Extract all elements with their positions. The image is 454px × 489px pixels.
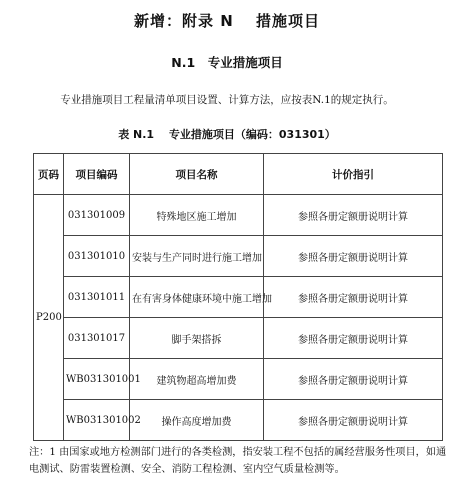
guide-cell: 参照各册定额册说明计算 [264,400,443,441]
header-page: 页码 [34,154,64,195]
header-code: 项目编码 [64,154,130,195]
code-cell: 031301010 [64,236,130,277]
header-name: 项目名称 [130,154,264,195]
code-cell: WB031301002 [64,400,130,441]
guide-cell: 参照各册定额册说明计算 [264,236,443,277]
name-cell: 在有害身体健康环境中施工增加 [130,277,264,318]
page-cell: P200 [34,195,64,441]
name-cell: 建筑物超高增加费 [130,359,264,400]
section-title: N.1 专业措施项目 [171,55,283,70]
guide-cell: 参照各册定额册说明计算 [264,318,443,359]
code-cell: 031301011 [64,277,130,318]
name-cell: 脚手架搭拆 [130,318,264,359]
code-cell: 031301009 [64,195,130,236]
table-row [34,400,443,441]
table-header-row [34,154,443,195]
guide-cell: 参照各册定额册说明计算 [264,277,443,318]
table-row [34,359,443,400]
document-title: 新增：附录 N 措施项目 [134,12,320,30]
footnote: 注：1 由国家或地方检测部门进行的各类检测，指安装工程不包括的属经营服务性项目，如通电测试、防雷装置检测、安全、消防工程检测、室内空气质量检测等。 [29,447,447,475]
code-cell: WB031301001 [64,359,130,400]
intro-text: 专业措施项目工程量清单项目设置、计算方法，应按表N.1的规定执行。 [60,94,394,106]
measures-table [33,153,443,441]
name-cell: 操作高度增加费 [130,400,264,441]
table-row [34,277,443,318]
table-row [34,195,443,236]
table-row [34,318,443,359]
header-guide: 计价指引 [264,154,443,195]
guide-cell: 参照各册定额册说明计算 [264,359,443,400]
table-row [34,236,443,277]
name-cell: 特殊地区施工增加 [130,195,264,236]
guide-cell: 参照各册定额册说明计算 [264,195,443,236]
table-title: 表 N.1 专业措施项目（编码：031301） [118,128,336,141]
code-cell: 031301017 [64,318,130,359]
name-cell: 安装与生产同时进行施工增加 [130,236,264,277]
